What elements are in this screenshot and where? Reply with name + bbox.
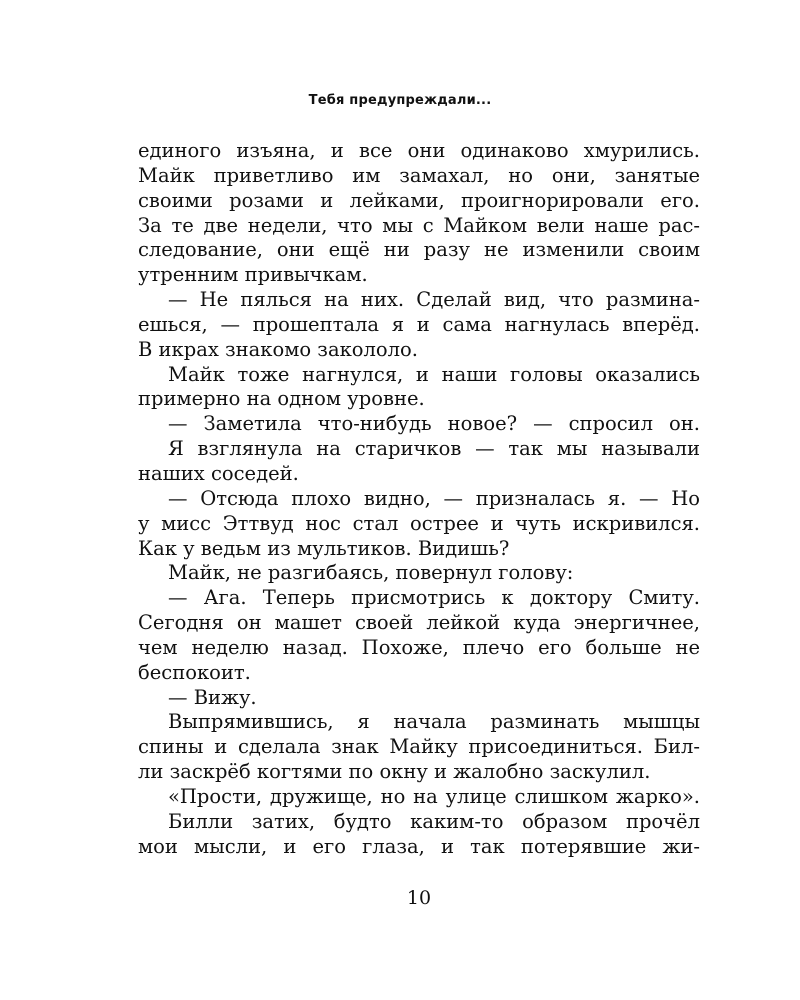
- text-line: Майк тоже нагнулся, и наши головы оказались: [168, 362, 700, 386]
- text-line: ли заскрёб когтями по окну и жалобно заскулил.: [138, 760, 651, 784]
- text-line: Сегодня он машет своей лейкой куда энергичнее,: [138, 611, 700, 635]
- text-line: — Заметила что-нибудь новое? — спросил он.: [168, 412, 700, 436]
- text-line: В икрах знакомо закололо.: [138, 337, 418, 361]
- text-line: мои мысли, и его глаза, и так потерявшие жи-: [138, 834, 700, 858]
- page-number: 10: [406, 887, 432, 909]
- text-line: чем неделю назад. Похоже, плечо его больше не: [138, 635, 700, 659]
- text-line: Как у ведьм из мультиков. Видишь?: [138, 536, 510, 560]
- text-line: — Не пялься на них. Сделай вид, что размина-: [168, 288, 700, 312]
- text-line: Я взглянула на старичков — так мы называли: [168, 437, 700, 461]
- text-line: спины и сделала знак Майку присоединиться. Бил-: [138, 735, 700, 759]
- text-line: наших соседей.: [138, 461, 299, 485]
- text-line: Выпрямившись, я начала разминать мышцы: [168, 710, 700, 734]
- text-line: утренним привычкам.: [138, 263, 368, 287]
- text-line: следование, они ещё ни разу не изменили своим: [138, 238, 700, 262]
- text-line: беспокоит.: [138, 660, 251, 684]
- running-header: Тебя предупреждали...: [308, 93, 492, 108]
- text-line: Майк приветливо им замахал, но они, занятые: [138, 163, 700, 187]
- text-line: За те две недели, что мы с Майком вели наше рас-: [138, 213, 700, 237]
- text-line: Билли затих, будто каким-то образом прочёл: [168, 809, 700, 833]
- text-line: — Вижу.: [168, 685, 257, 709]
- text-line: — Ага. Теперь присмотрись к доктору Смиту.: [168, 586, 700, 610]
- body-text: [138, 139, 700, 859]
- text-line: Майк, не разгибаясь, повернул голову:: [168, 561, 574, 585]
- text-line: ешься, — прошептала я и сама нагнулась вперёд.: [138, 312, 700, 336]
- text-line: — Отсюда плохо видно, — призналась я. — Но: [168, 486, 700, 510]
- text-line: «Прости, дружище, но на улице слишком жарко».: [168, 784, 700, 808]
- text-line: единого изъяна, и все они одинаково хмурились.: [138, 139, 700, 162]
- text-line: у мисс Эттвуд нос стал острее и чуть искривился.: [138, 511, 700, 535]
- text-line: своими розами и лейками, проигнорировали его.: [138, 188, 700, 212]
- text-line: примерно на одном уровне.: [138, 387, 425, 411]
